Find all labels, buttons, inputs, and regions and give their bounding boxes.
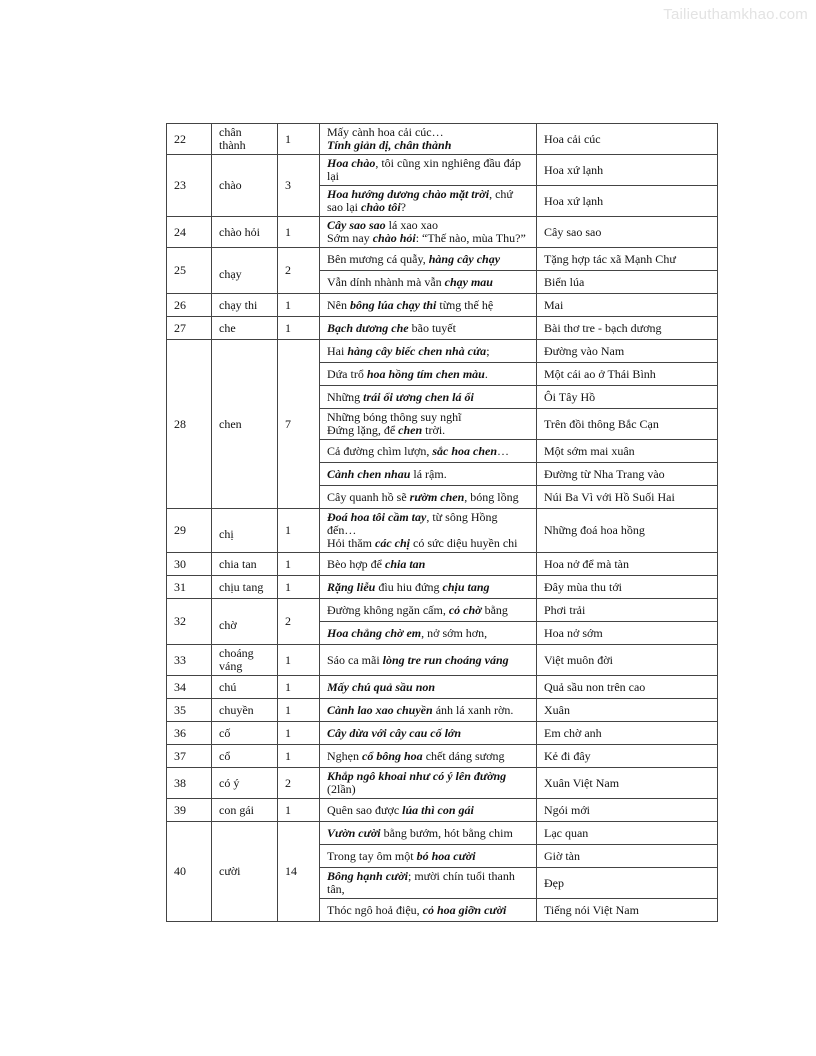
quote-text: lá xao xao <box>385 218 438 232</box>
quote-text: ánh lá xanh rờn. <box>432 702 514 717</box>
quote-text: Vẫn dính nhành mà vẫn <box>327 274 445 289</box>
quote-text: từng thế hệ <box>436 297 494 312</box>
entry-count: 1 <box>278 699 320 722</box>
source-poem: Núi Ba Vì với Hồ Suối Hai <box>537 486 718 509</box>
entry-number: 30 <box>167 553 212 576</box>
highlighted-phrase: Hoa chào <box>327 156 376 170</box>
table-row <box>167 317 718 340</box>
highlighted-phrase: chạy mau <box>444 274 493 289</box>
highlighted-phrase: sắc hoa chen <box>432 443 498 458</box>
quote-text: , bóng lồng <box>464 489 519 504</box>
table-row <box>167 645 718 676</box>
source-poem: Cây sao sao <box>537 217 718 248</box>
source-poem: Hoa xứ lạnh <box>537 186 718 217</box>
table-row <box>167 699 718 722</box>
entry-count: 1 <box>278 509 320 553</box>
vocabulary-table <box>166 123 718 922</box>
example-quote <box>320 622 537 645</box>
highlighted-phrase: các chị <box>375 536 410 550</box>
quote-text: Thóc ngô hoả điệu, <box>327 902 423 917</box>
source-poem: Hoa cải cúc <box>537 124 718 155</box>
table-row <box>167 553 718 576</box>
quote-text: ; <box>486 343 490 358</box>
highlighted-phrase: Cây dừa với cây cau cố lớn <box>327 725 462 740</box>
table-row <box>167 217 718 248</box>
entry-number: 28 <box>167 340 212 509</box>
example-quote <box>320 799 537 822</box>
quote-text: Sáo ca mãi <box>327 652 383 667</box>
highlighted-phrase: chào tôi <box>361 200 401 214</box>
entry-word: chen <box>212 340 278 509</box>
example-quote <box>320 217 537 248</box>
example-quote <box>320 845 537 868</box>
entry-word: chia tan <box>212 553 278 576</box>
example-quote <box>320 271 537 294</box>
entry-count: 1 <box>278 317 320 340</box>
quote-text: Những <box>327 389 364 404</box>
entry-word: chân thành <box>212 124 278 155</box>
entry-word: che <box>212 317 278 340</box>
entry-word: chú <box>212 676 278 699</box>
source-poem: Tặng hợp tác xã Mạnh Chư <box>537 248 718 271</box>
highlighted-phrase: Bạch dương che <box>327 320 409 335</box>
entry-number: 40 <box>167 822 212 922</box>
source-poem: Hoa nở sớm <box>537 622 718 645</box>
example-quote <box>320 553 537 576</box>
table-row <box>167 599 718 622</box>
table-row <box>167 722 718 745</box>
highlighted-phrase: cỏ chờ <box>448 602 482 617</box>
example-quote <box>320 745 537 768</box>
entry-word: cười <box>212 822 278 922</box>
entry-word: cổ <box>212 745 278 768</box>
table-row <box>167 340 718 363</box>
entry-word: có ý <box>212 768 278 799</box>
quote-text: chết dáng sương <box>422 748 505 763</box>
entry-number: 36 <box>167 722 212 745</box>
table-row <box>167 676 718 699</box>
source-poem: Xuân Việt Nam <box>537 768 718 799</box>
highlighted-phrase: Đoá hoa tôi cầm tay <box>327 510 427 524</box>
example-quote <box>320 768 537 799</box>
source-poem: Em chờ anh <box>537 722 718 745</box>
highlighted-phrase: chịu tang <box>442 579 490 594</box>
quote-text: Nên <box>327 297 350 312</box>
quote-text: , nở sớm hơn, <box>421 625 488 640</box>
quote-text: Những bóng thông suy nghĩ <box>327 410 462 424</box>
source-poem: Hoa nở để mà tàn <box>537 553 718 576</box>
table-row <box>167 745 718 768</box>
highlighted-phrase: hàng cây chạy <box>428 251 501 266</box>
example-quote <box>320 676 537 699</box>
entry-number: 25 <box>167 248 212 294</box>
example-quote <box>320 899 537 922</box>
entry-word: cố <box>212 722 278 745</box>
example-quote <box>320 509 537 553</box>
entry-count: 2 <box>278 248 320 294</box>
table-body <box>167 124 718 922</box>
table-row <box>167 822 718 845</box>
entry-count: 1 <box>278 576 320 599</box>
source-poem: Đây mùa thu tới <box>537 576 718 599</box>
entry-number: 39 <box>167 799 212 822</box>
table-row <box>167 294 718 317</box>
quote-text: , từ sông Hồng đến… <box>327 510 498 537</box>
example-quote <box>320 363 537 386</box>
watermark: Tailieuthamkhao.com <box>663 6 808 23</box>
quote-text: Bên mương cá quẫy, <box>327 251 429 266</box>
highlighted-phrase: Cành lao xao chuyền <box>327 702 433 717</box>
highlighted-phrase: Hoa hướng dương chào mặt trời <box>327 187 490 201</box>
entry-number: 32 <box>167 599 212 645</box>
highlighted-phrase: Tính giản dị, chân thành <box>327 138 452 152</box>
example-quote <box>320 155 537 186</box>
quote-text: Mấy cành hoa cải cúc… <box>327 125 444 139</box>
entry-number: 23 <box>167 155 212 217</box>
quote-text: Đứng lặng, để <box>327 423 399 437</box>
quote-text: lá rậm. <box>410 466 447 481</box>
table-row <box>167 248 718 271</box>
highlighted-phrase: Khắp ngô khoai như có ý lên đường <box>327 769 507 783</box>
example-quote <box>320 440 537 463</box>
entry-count: 1 <box>278 722 320 745</box>
entry-count: 1 <box>278 294 320 317</box>
quote-text: Bèo hợp để <box>327 556 386 571</box>
entry-number: 34 <box>167 676 212 699</box>
source-poem: Một cái ao ở Thái Bình <box>537 363 718 386</box>
example-quote <box>320 463 537 486</box>
highlighted-phrase: rườm chen <box>409 489 465 504</box>
highlighted-phrase: Hoa chẳng chờ em <box>327 625 422 640</box>
entry-number: 22 <box>167 124 212 155</box>
quote-text: bão tuyết <box>408 320 456 335</box>
example-quote <box>320 486 537 509</box>
example-quote <box>320 822 537 845</box>
source-poem: Việt muôn đời <box>537 645 718 676</box>
source-poem: Ôi Tây Hồ <box>537 386 718 409</box>
source-poem: Bài thơ tre - bạch dương <box>537 317 718 340</box>
example-quote <box>320 699 537 722</box>
table-row <box>167 509 718 553</box>
highlighted-phrase: lòng tre run choáng váng <box>382 652 509 667</box>
highlighted-phrase: bó hoa cười <box>416 848 476 863</box>
source-poem: Lạc quan <box>537 822 718 845</box>
example-quote <box>320 340 537 363</box>
quote-text: . <box>484 366 488 381</box>
quote-text: bằng <box>481 602 508 617</box>
example-quote <box>320 248 537 271</box>
entry-word: chạy <box>212 248 278 294</box>
highlighted-phrase: Mấy chú quả sầu non <box>327 679 436 694</box>
highlighted-phrase: Vườn cười <box>327 825 381 840</box>
example-quote <box>320 409 537 440</box>
example-quote <box>320 294 537 317</box>
entry-count: 1 <box>278 676 320 699</box>
table-row <box>167 155 718 186</box>
table-row <box>167 576 718 599</box>
entry-count: 1 <box>278 799 320 822</box>
example-quote <box>320 722 537 745</box>
highlighted-phrase: bông lúa chạy thi <box>350 297 437 312</box>
example-quote <box>320 868 537 899</box>
entry-number: 24 <box>167 217 212 248</box>
quote-text: Đường không ngăn cấm, <box>327 602 449 617</box>
quote-text: ? <box>400 200 406 214</box>
entry-number: 26 <box>167 294 212 317</box>
highlighted-phrase: chào hỏi <box>372 231 416 245</box>
entry-word: chuyền <box>212 699 278 722</box>
quote-text: , chứ sao lại <box>327 187 513 214</box>
entry-number: 35 <box>167 699 212 722</box>
example-quote <box>320 317 537 340</box>
quote-text: Cả đường chìm lượn, <box>327 443 433 458</box>
highlighted-phrase: trái ổi ương chen lá ổi <box>363 389 474 404</box>
table-row <box>167 124 718 155</box>
example-quote <box>320 645 537 676</box>
quote-text: trời. <box>422 423 446 437</box>
entry-number: 38 <box>167 768 212 799</box>
source-poem: Đường từ Nha Trang vào <box>537 463 718 486</box>
entry-count: 1 <box>278 553 320 576</box>
quote-text: Nghẹn <box>327 748 362 763</box>
entry-count: 1 <box>278 124 320 155</box>
source-poem: Hoa xứ lạnh <box>537 155 718 186</box>
quote-text: đìu hiu đứng <box>375 579 443 594</box>
entry-count: 3 <box>278 155 320 217</box>
quote-text: : “Thế nào, mùa Thu?” <box>415 231 526 245</box>
quote-text: Trong tay ôm một <box>327 848 417 863</box>
example-quote <box>320 599 537 622</box>
highlighted-phrase: hàng cây biếc chen nhà cửa <box>347 343 487 358</box>
entry-count: 1 <box>278 645 320 676</box>
highlighted-phrase: Bông hạnh cười <box>327 869 408 883</box>
source-poem: Phơi trải <box>537 599 718 622</box>
entry-number: 29 <box>167 509 212 553</box>
entry-number: 33 <box>167 645 212 676</box>
source-poem: Đẹp <box>537 868 718 899</box>
quote-text: Dứa trổ <box>327 366 367 381</box>
highlighted-phrase: chia tan <box>385 556 426 571</box>
highlighted-phrase: cỏ hoa giỡn cười <box>422 902 507 917</box>
entry-count: 1 <box>278 745 320 768</box>
entry-count: 2 <box>278 768 320 799</box>
source-poem: Kẻ đi đây <box>537 745 718 768</box>
highlighted-phrase: chen <box>398 423 423 437</box>
highlighted-phrase: hoa hồng tím chen màu <box>366 366 485 381</box>
entry-word: chào <box>212 155 278 217</box>
highlighted-phrase: Rặng liễu <box>327 579 376 594</box>
highlighted-phrase: Cành chen nhau <box>327 466 411 481</box>
source-poem: Những đoá hoa hồng <box>537 509 718 553</box>
entry-word: con gái <box>212 799 278 822</box>
highlighted-phrase: Cây sao sao <box>327 218 386 232</box>
entry-word: choáng váng <box>212 645 278 676</box>
entry-number: 31 <box>167 576 212 599</box>
quote-text: ; mười chín tuổi thanh tân, <box>327 869 515 896</box>
quote-text: , tôi cũng xin nghiêng đầu đáp lại <box>327 156 521 183</box>
source-poem: Mai <box>537 294 718 317</box>
highlighted-phrase: cổ bông hoa <box>362 748 423 763</box>
source-poem: Một sớm mai xuân <box>537 440 718 463</box>
example-quote <box>320 386 537 409</box>
example-quote <box>320 124 537 155</box>
quote-text: Cây quanh hồ sẽ <box>327 489 410 504</box>
source-poem: Đường vào Nam <box>537 340 718 363</box>
entry-word: chị <box>212 509 278 553</box>
quote-text: Hai <box>327 343 348 358</box>
quote-text: (2lần) <box>327 782 356 796</box>
quote-text: có sức diệu huyền chi <box>410 536 518 550</box>
entry-word: chào hỏi <box>212 217 278 248</box>
entry-word: chạy thi <box>212 294 278 317</box>
source-poem: Xuân <box>537 699 718 722</box>
entry-number: 37 <box>167 745 212 768</box>
source-poem: Giờ tàn <box>537 845 718 868</box>
example-quote <box>320 186 537 217</box>
source-poem: Trên đồi thông Bắc Cạn <box>537 409 718 440</box>
entry-count: 2 <box>278 599 320 645</box>
source-poem: Ngói mới <box>537 799 718 822</box>
quote-text: Hỏi thăm <box>327 536 375 550</box>
entry-word: chịu tang <box>212 576 278 599</box>
entry-count: 1 <box>278 217 320 248</box>
entry-count: 7 <box>278 340 320 509</box>
entry-word: chờ <box>212 599 278 645</box>
table-row <box>167 799 718 822</box>
quote-text: Quên sao được <box>327 802 403 817</box>
entry-number: 27 <box>167 317 212 340</box>
highlighted-phrase: lúa thì con gái <box>402 802 474 817</box>
table-row <box>167 768 718 799</box>
source-poem: Quả sầu non trên cao <box>537 676 718 699</box>
quote-text: Sớm nay <box>327 231 373 245</box>
quote-text: bằng bướm, hót bằng chim <box>380 825 513 840</box>
entry-count: 14 <box>278 822 320 922</box>
source-poem: Biển lúa <box>537 271 718 294</box>
source-poem: Tiếng nói Việt Nam <box>537 899 718 922</box>
quote-text: … <box>497 443 510 458</box>
example-quote <box>320 576 537 599</box>
